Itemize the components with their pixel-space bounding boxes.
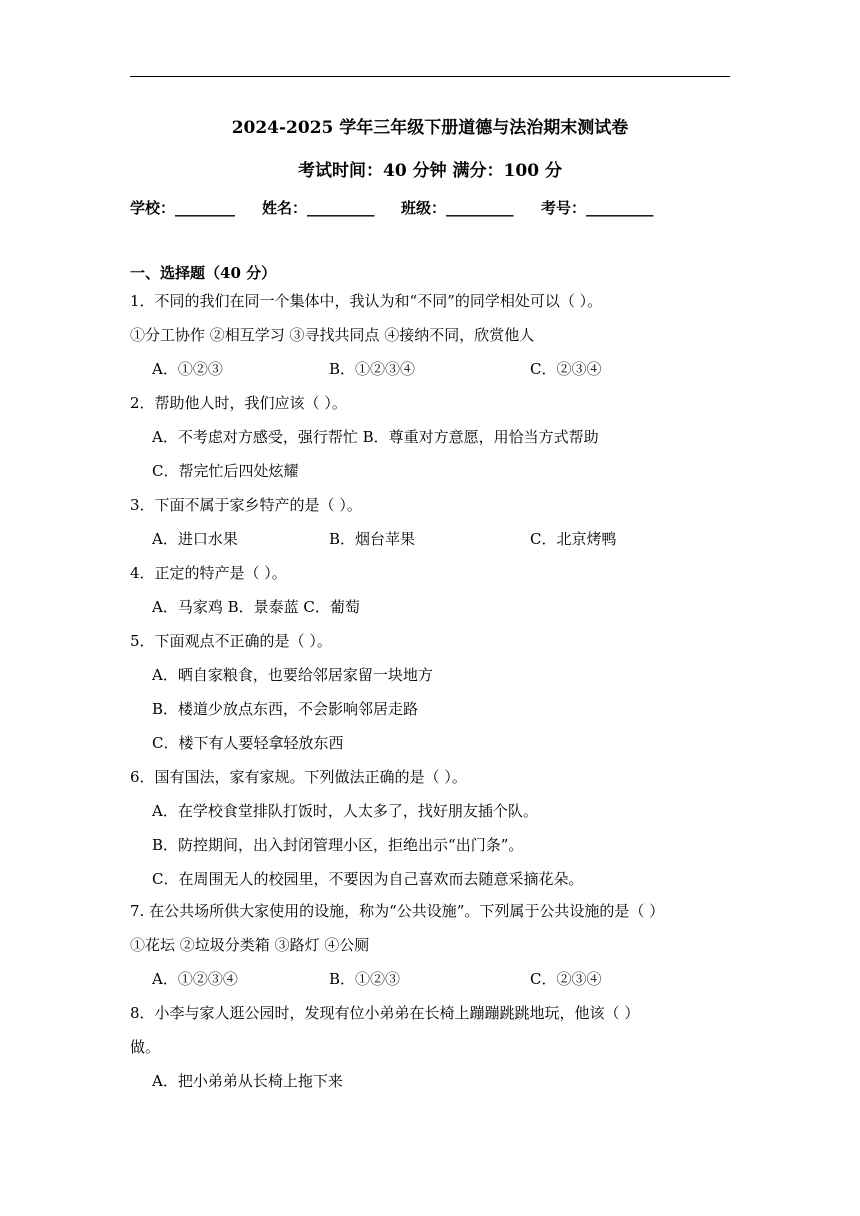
question-5-option-b: B．楼道少放点东西，不会影响邻居走路 bbox=[152, 700, 419, 718]
question-2-option-c: C．帮完忙后四处炫耀 bbox=[152, 462, 299, 480]
question-6-option-a: A．在学校食堂排队打饭时，人太多了，找好朋友插个队。 bbox=[152, 802, 538, 820]
question-7-option-c: C．②③④ bbox=[530, 970, 602, 988]
question-7-option-b: B．①②③ bbox=[329, 970, 401, 988]
question-3-option-a: A．进口水果 bbox=[152, 530, 238, 548]
question-4-stem: 4．正定的特产是（ ）。 bbox=[130, 564, 287, 582]
question-1-stem: 1．不同的我们在同一个集体中，我认为和“不同”的同学相处可以（ ）。 bbox=[130, 292, 603, 310]
question-3-stem: 3．下面不属于家乡特产的是（ ）。 bbox=[130, 496, 362, 514]
question-4-options: A．马家鸡 B．景泰蓝 C．葡萄 bbox=[152, 598, 360, 616]
question-7-option-a: A．①②③④ bbox=[152, 970, 238, 988]
question-7-stem: 7. 在公共场所供大家使用的设施，称为“公共设施”。下列属于公共设施的是（ ） bbox=[130, 902, 665, 920]
question-8-stem-continued: 做。 bbox=[130, 1038, 161, 1056]
question-3-option-b: B．烟台苹果 bbox=[329, 530, 416, 548]
question-6-option-c: C．在周围无人的校园里，不要因为自己喜欢而去随意采摘花朵。 bbox=[152, 870, 584, 888]
question-5-stem: 5．下面观点不正确的是（ ）。 bbox=[130, 632, 332, 650]
question-3-option-c: C．北京烤鸭 bbox=[530, 530, 617, 548]
top-rule bbox=[130, 76, 730, 77]
question-5-option-a: A．晒自家粮食，也要给邻居家留一块地方 bbox=[152, 666, 433, 684]
question-1-option-b: B．①②③④ bbox=[329, 360, 416, 378]
question-8-option-a: A．把小弟弟从长椅上拖下来 bbox=[152, 1072, 343, 1090]
question-6-option-b: B．防控期间，出入封闭管理小区，拒绝出示“出门条”。 bbox=[152, 836, 524, 854]
question-2-stem: 2．帮助他人时，我们应该（ ）。 bbox=[130, 394, 347, 412]
exam-subtitle: 考试时间：40 分钟 满分：100 分 bbox=[298, 161, 562, 181]
question-7-note: ①花坛 ②垃圾分类箱 ③路灯 ④公厕 bbox=[130, 936, 370, 954]
field-class: 班级：_________ bbox=[401, 199, 514, 217]
question-1-option-a: A．①②③ bbox=[152, 360, 223, 378]
question-6-stem: 6．国有国法，家有家规。下列做法正确的是（ ）。 bbox=[130, 768, 467, 786]
section-heading: 一、选择题（40 分） bbox=[130, 264, 277, 282]
question-8-stem: 8．小李与家人逛公园时，发现有位小弟弟在长椅上蹦蹦跳跳地玩，他该（ ） bbox=[130, 1004, 640, 1022]
exam-title: 2024-2025 学年三年级下册道德与法治期末测试卷 bbox=[231, 118, 629, 138]
field-name: 姓名：_________ bbox=[262, 199, 375, 217]
question-1-note: ①分工协作 ②相互学习 ③寻找共同点 ④接纳不同，欣赏他人 bbox=[130, 326, 535, 344]
field-exam-number: 考号：_________ bbox=[541, 199, 654, 217]
field-school: 学校：________ bbox=[130, 199, 236, 217]
question-5-option-c: C．楼下有人要轻拿轻放东西 bbox=[152, 734, 344, 752]
question-1-option-c: C．②③④ bbox=[530, 360, 602, 378]
question-2-option-ab: A．不考虑对方感受，强行帮忙 B．尊重对方意愿，用恰当方式帮助 bbox=[152, 428, 599, 446]
